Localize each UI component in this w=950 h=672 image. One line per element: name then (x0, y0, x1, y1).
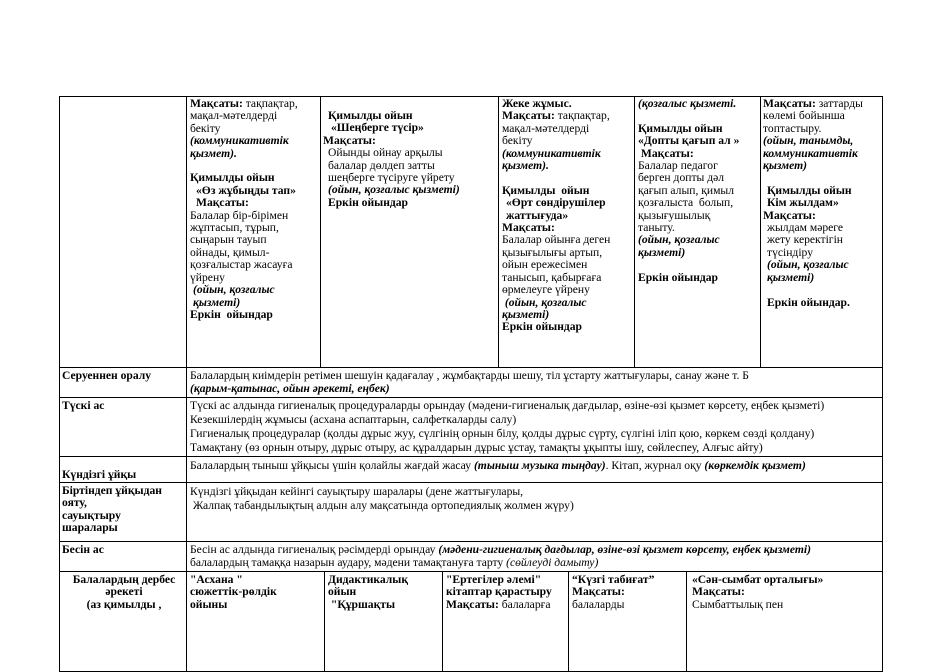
game-title: Қимылды ойын (502, 183, 590, 197)
table-line (568, 571, 569, 672)
bottom-title: "Ертегілер әлемі" кітаптар қарастыру (446, 573, 552, 599)
activity-tag: (ойын, қозғалыс қызметі) (767, 258, 849, 284)
table-line (59, 96, 60, 672)
goal-text: заттарды көлемі бойынша топтастыру. (763, 97, 863, 135)
free-play: Еркін ойындар (502, 320, 582, 334)
table-line (59, 367, 883, 368)
row-label-wake: Біртіндеп ұйқыдан ояту, сауықтыру шаралары (62, 484, 162, 535)
game-description: Балалар ойынға деген қызығылығы артып, ойын ережесімен танысып, қабырғаға өрмелеуге үйрену (502, 233, 611, 297)
table-line (498, 96, 499, 367)
game-description: Балалар педагог берген допты дәл қағып алып, қимыл қозғалыста болып, қызығушылық таныту. (638, 159, 734, 235)
game-description: Ойынды ойнау арқылы балалар дөлдеп затты шеңберге түсіруге үйрету (328, 146, 455, 185)
row-label-independent: Балалардың дербес әрекеті (аз қимылды , (72, 573, 176, 611)
cell-col4 (638, 98, 758, 284)
cell-col1 (190, 98, 318, 321)
goal-label: Мақсаты: (190, 97, 243, 110)
free-play: Еркін ойындар (638, 270, 718, 284)
activity-tag: (қозғалыс қызметі. (638, 97, 737, 110)
bottom-cell-1: "Асхана " сюжеттік-рөлдік ойыны (190, 573, 277, 611)
activity-tag: (ойын, қозғалыс қызметі) (638, 233, 720, 259)
game-name: «Өрт сөндірушілер жаттығуда» (506, 196, 606, 222)
goal-label: Мақсаты: (763, 208, 816, 222)
table-line (686, 571, 687, 672)
game-name: «Допты қағып ал » (638, 134, 740, 148)
goal-label: Мақсаты: (196, 196, 249, 210)
lunch-line: Тамақтану (өз орнын отыру, дұрыс отыру, ас құралдарын дұрыс ұстау, тамақты ұқыпты ішу, сөйлеспеу, Алғыс айту) (190, 441, 763, 454)
table-line (59, 482, 883, 483)
return-tag: (қарым-қатынас, ойын әрекеті, еңбек) (190, 382, 390, 395)
goal-label: Мақсаты: (692, 585, 745, 599)
free-play: Еркін ойындар (190, 307, 273, 321)
snack-main: Бесін ас алдында гигиеналық рәсімдерді орындау (190, 543, 439, 556)
snack-text (190, 544, 811, 556)
goal-label: Мақсаты: (446, 597, 499, 611)
table-line (186, 96, 187, 672)
table-line (324, 571, 325, 672)
activity-tag: (ойын, қозғалыс қызметі) (193, 283, 275, 309)
game-description: Балалар бір-бірімен жұптасып, тұрып, сыңарын тауып ойнады, қимыл- қозғалыстар жасауға үйрену (190, 208, 293, 284)
table-line (59, 571, 883, 572)
goal-text: Сымбаттылық пен (692, 597, 784, 611)
goal-label: Мақсаты: (502, 109, 555, 123)
snack-tag-2: (сөйлеуді дамыту) (506, 556, 599, 569)
cell-col2 (323, 110, 497, 209)
goal-text: балаларды (572, 597, 625, 611)
lunch-line: Кезекшілердің жұмысы (асхана аспаптарын, салфеткаларды салу) (190, 413, 517, 426)
bottom-cell-5 (692, 574, 880, 611)
sleep-tag: (тыныш музыка тыңдау) (473, 459, 606, 472)
snack-main-2: балалардың тамаққа назарын аудару, мәдени тамақтануға тарту (190, 556, 507, 569)
game-description: жылдам мәреге жету керектігін түсіндіру (767, 221, 844, 259)
game-title: Қимылды ойын (328, 109, 413, 122)
free-play: Еркін ойындар. (767, 295, 850, 309)
table-line (59, 541, 883, 542)
snack-tag: (мәдени-гигиеналық дағдылар, өзіне-өзі қызмет көрсету, еңбек қызметі) (438, 543, 811, 556)
wake-line: Жалпақ табандылықтың алдын алу мақсатында ортопедиялық жолмен жүру) (190, 499, 574, 512)
table-line (760, 96, 761, 367)
game-title: Қимылды ойын (190, 171, 275, 185)
bottom-cell-3 (446, 574, 566, 611)
goal-text: балаларға (498, 597, 551, 611)
activity-tag: (ойын, қозғалыс қызметі) (502, 295, 587, 321)
free-play: Еркін ойындар (328, 195, 408, 209)
activity-tag: (ойын, қозғалыс қызметі) (328, 183, 460, 197)
goal-label: Мақсаты: (572, 585, 625, 599)
sleep-text (190, 460, 806, 472)
activity-tag: (ойын, танымды, коммуникативтік қызмет) (763, 134, 858, 173)
text-line: мақал-мәтелдерді (190, 109, 278, 123)
game-title: Қимылды ойын (767, 183, 852, 197)
table-line (59, 456, 883, 457)
bottom-title: “Күзгі табиғат” (572, 573, 655, 586)
snack-text-2 (190, 557, 598, 569)
row-label-snack: Бесін ас (62, 543, 104, 556)
sleep-main-2: . Кітап, журнал оқу (605, 459, 705, 472)
goal-text: тақпақтар, мақал-мәтелдерді бекіту (502, 109, 610, 148)
goal-label: Мақсаты: (323, 133, 376, 147)
bottom-cell-2: Дидактикалық ойын "Құршақты (328, 573, 409, 611)
row-label-return: Серуеннен оралу (62, 369, 152, 382)
sleep-tag: (көркемдік қызмет) (704, 459, 806, 472)
row-label-sleep: Күндізгі ұйқы (62, 468, 137, 481)
game-name: «Шеңберге түсір» (331, 121, 424, 135)
goal-label: Мақсаты: (638, 146, 694, 160)
individual-work: Жеке жұмыс. (502, 97, 572, 110)
cell-col5 (763, 98, 881, 309)
game-name: «Өз жұбыңды тап» (196, 183, 296, 197)
return-text: Балалардың киімдерін ретімен шешуін қадағалау , жұмбақтарды шешу, тіл ұстарту жаттығулары, санау және т. Б (190, 369, 749, 382)
table-line (634, 96, 635, 367)
game-title: Қимылды ойын (638, 121, 723, 135)
cell-col3 (502, 98, 632, 334)
text-line: бекіту (190, 121, 221, 135)
table-line (442, 571, 443, 672)
goal-text: тақпақтар, (242, 97, 298, 110)
goal-label: Мақсаты: (763, 97, 816, 110)
sleep-main: Балалардың тыныш ұйқысы үшін қолайлы жағдай жасау (190, 459, 474, 472)
table-line (59, 397, 883, 398)
bottom-cell-4 (572, 574, 684, 611)
game-name: Кім жылдам» (767, 196, 839, 210)
lunch-line: Гигиеналық процедуралар (қолды дұрыс жуу, сүлгінің орнын білу, қолды дұрыс сүрту, сүлгіні іліп қою, көркем сөзді қолдану) (190, 427, 815, 440)
bottom-title: «Сән-сымбат орталығы» (692, 573, 824, 586)
activity-tag: (коммуникативтік қызмет). (190, 134, 289, 160)
table-line (320, 96, 321, 367)
row-label-lunch: Түскі ас (62, 399, 105, 412)
wake-line: Күндізгі ұйқыдан кейінгі сауықтыру шаралары (дене жаттығулары, (190, 485, 524, 498)
activity-tag: (коммуникативтік қызмет). (502, 146, 601, 173)
lunch-line: Түскі ас алдында гигиеналық процедураларды орындау (мәдени-гигиеналық дағдылар, өзіне-өзі қызмет көрсету, еңбек қызметі) (190, 399, 825, 412)
table-line (882, 96, 883, 672)
goal-label: Мақсаты: (502, 221, 555, 235)
